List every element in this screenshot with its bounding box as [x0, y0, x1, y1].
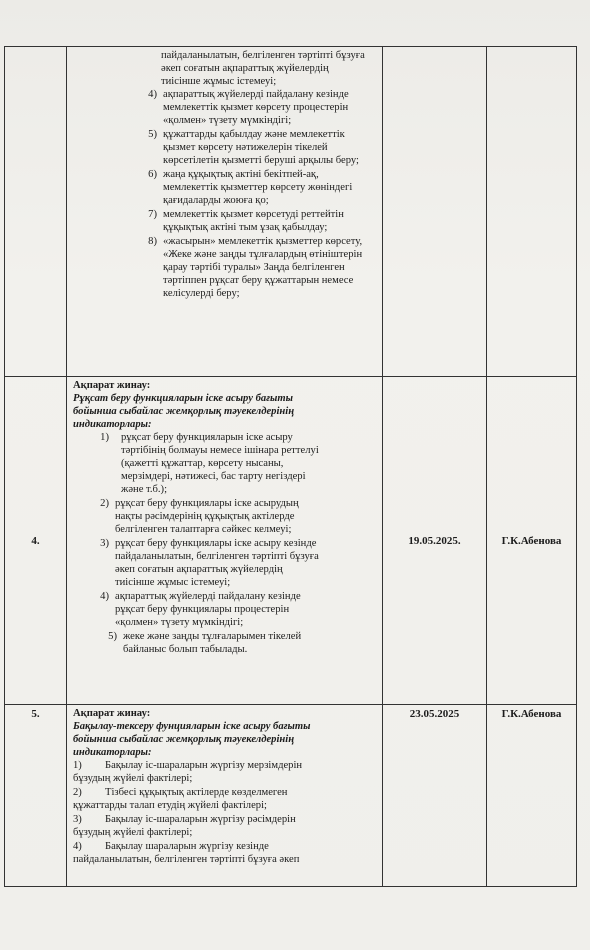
text-line: тиісінше жұмыс істемеуі; — [161, 76, 277, 87]
list-item: 7) мемлекеттік қызмет көрсетуді реттейтін құқықтық актіні тым ұзақ қабылдау; — [148, 209, 344, 233]
table-row — [5, 705, 577, 887]
list-item: 2) Тізбесі құқықтық актілерде көзделмеген құжаттарды талап етудің жүйелі фактілері; — [73, 787, 288, 811]
date-cell — [383, 377, 487, 705]
responsible-name: Г.К.Абенова — [501, 708, 562, 720]
measure-text-cell — [67, 705, 383, 887]
table-row — [5, 47, 577, 377]
list-item: 4) ақпараттық жүйелерді пайдалану кезінде рұқсат беру функциялары процестерін «қолмен» түзету мүмкіндігі; — [100, 591, 301, 628]
list-item: 5) жеке және заңды тұлғаларымен тікелей байланыс болып табылады. — [108, 631, 302, 655]
row-number-cell — [5, 377, 67, 705]
text-line: әкеп соғатын ақпараттық жүйелердің — [161, 63, 329, 74]
list-item: 4) ақпараттық жүйелерді пайдалану кезінде мемлекеттік қызмет көрсету процестерін «қолмен» түзету мүмкіндігі; — [148, 89, 349, 126]
date-cell — [383, 47, 487, 377]
date-cell — [383, 705, 487, 887]
responsible-cell — [487, 705, 577, 887]
list-item: 5) құжаттарды қабылдау және мемлекеттік қызмет көрсету нәтижелерін тікелей көрсетілетін қызметті беруші арқылы беру; — [148, 129, 359, 166]
list-item: 8) «жасырын» мемлекеттік қызметтер көрсету, «Жеке және заңды тұлғалардың өтініштерін қарау тәртібі туралы» Заңда белгіленген тәртіппен рұқсат беру құжаттарын немесе келісулерді беру; — [148, 236, 363, 299]
text-line: пайдаланылатын, белгіленген тәртіпті бұзуға — [161, 50, 365, 61]
measure-text-cell — [67, 47, 383, 377]
responsible-name: Г.К.Абенова — [501, 534, 562, 547]
list-item: 1) рұқсат беру функцияларын іске асыру тәртібінің болмауы немесе ішінара реттелуі (қажетті құжаттар, көрсету нысаны, мерзімдері, нәтижесі, бас тарту негіздері және т.б.); — [100, 432, 319, 495]
plan-table — [4, 46, 577, 887]
section-title: Ақпарат жинау: — [73, 708, 151, 719]
section-title: Ақпарат жинау: — [73, 380, 151, 391]
list-item: 2) рұқсат беру функциялары іске асырудың нақты рәсімдерінің құқықтық актілерде белгіленген талаптарға сәйкес келмеуі; — [100, 498, 299, 535]
row-number: 4. — [31, 534, 40, 547]
measure-text-cell — [67, 377, 383, 705]
list-item: 3) Бақылау іс-шараларын жүргізу рәсімдерін бұзудың жүйелі фактілері; — [73, 814, 296, 838]
list-item: 4) Бақылау шараларын жүргізу кезінде пайдаланылатын, белгіленген тәртіпті бұзуға әкеп — [73, 841, 300, 865]
responsible-cell — [487, 377, 577, 705]
deadline-date: 23.05.2025 — [409, 708, 460, 720]
deadline-date: 19.05.2025. — [408, 534, 461, 547]
list-item: 1) Бақылау іс-шараларын жүргізу мерзімдерін бұзудың жүйелі фактілері; — [73, 760, 303, 784]
list-item: 3) рұқсат беру функциялары іске асыру кезінде пайдаланылатын, белгіленген тәртіпті бұзуға әкеп соғатын ақпараттық жүйелердің тиісінше жұмыс істемеуі; — [100, 538, 319, 588]
section-subtitle: Рұқсат беру функцияларын іске асыру бағыты бойынша сыбайлас жемқорлық тәуекелдерінің индикаторлары: — [73, 393, 295, 430]
table-row — [5, 377, 577, 705]
section-subtitle: Бақылау-тексеру фунцияларын іске асыру бағыты бойынша сыбайлас жемқорлық тәуекелдерінің индикаторлары: — [73, 721, 311, 758]
responsible-cell — [487, 47, 577, 377]
row-number-cell — [5, 47, 67, 377]
list-item: 6) жаңа құқықтық актіні бекітпей-ақ, мемлекеттік қызметтер көрсету жөніндегі қағидаларды жоюға қо; — [148, 169, 353, 206]
row-number: 5. — [31, 708, 40, 720]
row-number-cell — [5, 705, 67, 887]
